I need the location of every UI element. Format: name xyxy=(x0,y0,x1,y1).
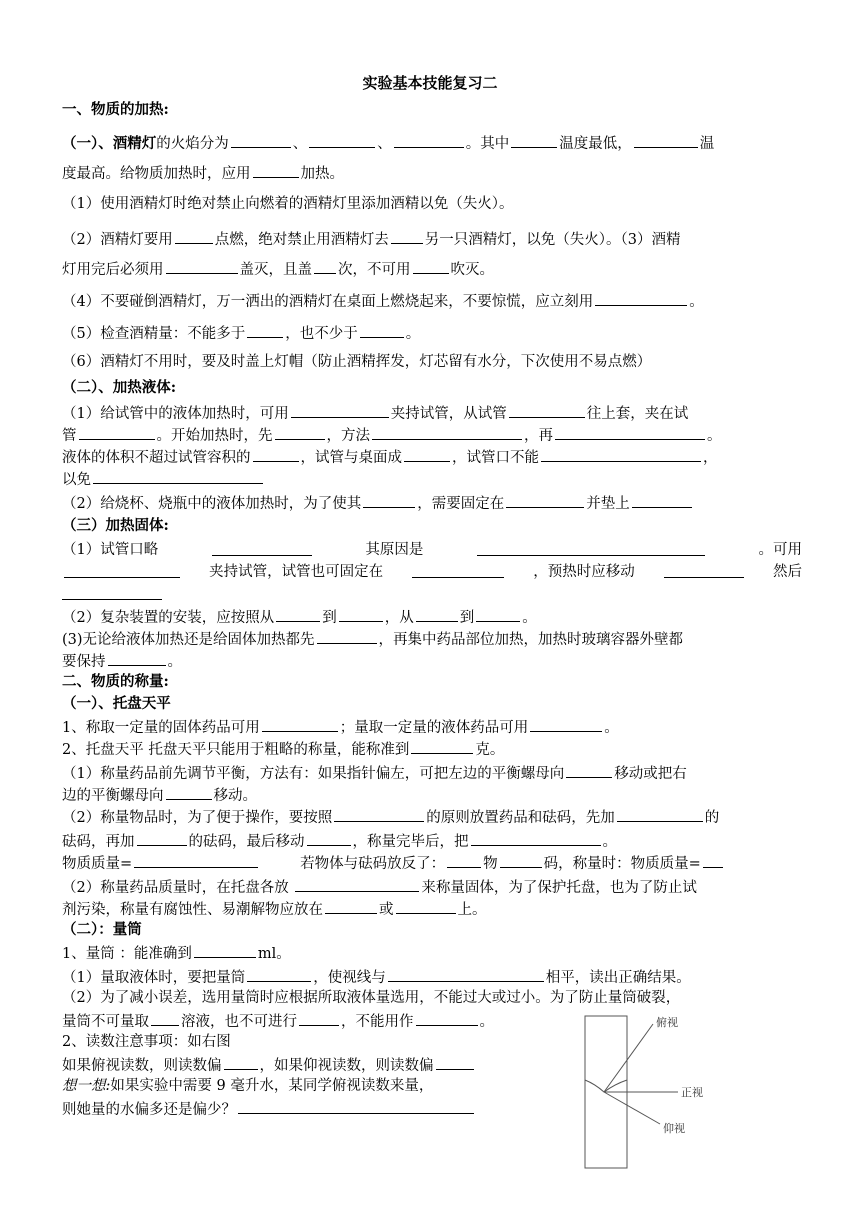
solid-line-4 xyxy=(62,606,802,628)
solid-line-1 xyxy=(62,540,802,560)
page-title: 实验基本技能复习二 xyxy=(362,74,498,92)
text: 剂污染，称量有腐蚀性、易潮解物应放在 xyxy=(62,902,323,918)
cylinder-reading-figure xyxy=(560,1012,710,1172)
liquid-line-5 xyxy=(62,492,802,514)
blank[interactable] xyxy=(509,402,585,418)
text: ，再集中药品部位加热，加热时玻璃容器外壁都 xyxy=(378,632,684,648)
text: 如果俯视读数，则读数偏 xyxy=(62,1058,222,1074)
text: ，不能用作 xyxy=(341,1014,414,1030)
blank[interactable] xyxy=(471,830,601,846)
text: 物质质量= xyxy=(62,856,133,872)
blank[interactable] xyxy=(93,468,263,484)
blank[interactable] xyxy=(299,1010,339,1026)
blank[interactable] xyxy=(166,258,238,274)
section-heading-weighing: 二、物质的称量: xyxy=(62,673,169,690)
blank[interactable] xyxy=(62,584,162,600)
blank[interactable] xyxy=(477,540,705,556)
liquid-line-2 xyxy=(62,424,802,446)
blank[interactable] xyxy=(416,606,458,622)
blank[interactable] xyxy=(541,446,701,462)
text: 要保持 xyxy=(62,654,106,670)
text: 到 xyxy=(322,610,337,626)
liquid-line-3 xyxy=(62,446,802,468)
blank[interactable] xyxy=(703,852,723,868)
text: ，使视线与 xyxy=(313,970,386,986)
blank[interactable] xyxy=(64,562,180,578)
balance-line-7 xyxy=(62,852,802,874)
text: 吹灭。 xyxy=(450,262,494,278)
blank[interactable] xyxy=(394,132,464,148)
text: （2）称量药品质量时，在托盘各放 xyxy=(62,880,289,896)
blank[interactable] xyxy=(238,1098,474,1114)
blank[interactable] xyxy=(309,132,375,148)
blank[interactable] xyxy=(555,424,705,440)
text: （1）给试管中的液体加热时，可用 xyxy=(62,406,289,422)
text: 1、量筒 ：能准确到 xyxy=(62,946,192,962)
blank[interactable] xyxy=(416,1010,478,1026)
balance-line-8 xyxy=(62,876,802,898)
blank[interactable] xyxy=(247,322,283,338)
balance-line-1 xyxy=(62,716,802,738)
blank[interactable] xyxy=(108,650,166,666)
text: （4）不要碰倒酒精灯，万一洒出的酒精灯在桌面上燃烧起来，不要惊慌，应立刻用 xyxy=(62,294,594,310)
blank[interactable] xyxy=(291,402,389,418)
blank[interactable] xyxy=(339,606,383,622)
subheading-heat-solid: （三）加热固体: xyxy=(62,517,169,534)
blank[interactable] xyxy=(566,762,612,778)
solid-line-5 xyxy=(62,628,802,650)
text: 。开始加热时，先 xyxy=(156,428,273,444)
blank[interactable] xyxy=(175,228,213,244)
blank[interactable] xyxy=(325,898,377,914)
blank[interactable] xyxy=(388,966,544,982)
text: 夹持试管，试管也可固定在 xyxy=(209,564,384,580)
text: 以免 xyxy=(62,472,91,488)
text: 。 xyxy=(522,610,537,626)
text: ，试管与桌面成 xyxy=(300,450,402,466)
text: 度最高。给物质加热时，应用 xyxy=(62,166,251,182)
text: 则她量的水偏多还是偏少？ xyxy=(62,1102,236,1118)
liquid-line-1 xyxy=(62,402,802,424)
blank[interactable] xyxy=(314,258,336,274)
blank[interactable] xyxy=(447,852,481,868)
item-5 xyxy=(62,322,802,344)
blank[interactable] xyxy=(634,132,698,148)
label-look-up: 仰视 xyxy=(663,1122,685,1135)
blank[interactable] xyxy=(617,806,703,822)
text: 温度最低， xyxy=(559,136,632,152)
text: 1、称取一定量的固体药品可用 xyxy=(62,720,260,736)
blank[interactable] xyxy=(134,852,258,868)
text: 如果实验中需要 9 毫升水，某同学俯视读数来量， xyxy=(110,1078,434,1094)
text: 砝码，再加 xyxy=(62,834,135,850)
item-6: （6）酒精灯不用时，要及时盖上灯帽（防止酒精挥发，灯芯留有水分，下次使用不易点燃） xyxy=(62,354,652,370)
text: （2）酒精灯要用 xyxy=(62,232,173,248)
section-heading-heating: 一、物质的加热: xyxy=(62,101,169,118)
blank[interactable] xyxy=(413,258,449,274)
blank[interactable] xyxy=(276,606,320,622)
think-label: 想一想: xyxy=(62,1078,111,1094)
blank[interactable] xyxy=(372,424,522,440)
text: 若物体与砝码放反了： xyxy=(300,856,446,872)
text: ， xyxy=(703,450,718,466)
cylinder-line-1 xyxy=(62,942,802,964)
balance-line-9 xyxy=(62,898,802,920)
text: 边的平衡螺母向 xyxy=(62,788,164,804)
subheading-balance: （一）、托盘天平 xyxy=(62,695,171,712)
text: 的 xyxy=(704,810,720,826)
text: 灯用完后必须用 xyxy=(62,262,164,278)
text: ，预热时应移动 xyxy=(533,564,635,580)
text: 。其中 xyxy=(465,136,510,152)
text: 盖灭，且盖 xyxy=(239,262,312,278)
text: 另一只酒精灯，以免（失火）。（3）酒精 xyxy=(424,232,681,248)
sight-line-bottom xyxy=(604,1092,660,1124)
balance-line-6 xyxy=(62,830,802,852)
blank[interactable] xyxy=(247,966,311,982)
text: （1）试管口略 xyxy=(62,542,159,558)
cylinder-line-3: （2）为了减小误差，选用量筒时应根据所取液体量选用，不能过大或过小。为了防止量筒破裂， xyxy=(62,990,681,1006)
text: 移动。 xyxy=(213,788,257,804)
text: 。 xyxy=(479,1014,494,1030)
text: 。 xyxy=(707,428,722,444)
text: 液体的体积不超过试管容积的 xyxy=(62,450,251,466)
blank[interactable] xyxy=(404,446,450,462)
blank[interactable] xyxy=(476,606,520,622)
blank[interactable] xyxy=(360,322,404,338)
text: 往上套，夹在试 xyxy=(586,406,689,422)
text: 次，不可用 xyxy=(338,262,411,278)
text: 克。 xyxy=(475,742,505,758)
text: （2）称量物品时，为了便于操作，要按照 xyxy=(62,810,333,826)
text: ，从 xyxy=(384,610,414,626)
text: 的砝码，最后移动 xyxy=(188,834,305,850)
balance-line-4 xyxy=(62,784,802,806)
blank[interactable] xyxy=(231,132,291,148)
cylinder-line-2 xyxy=(62,966,802,988)
text: 然后 xyxy=(772,564,802,580)
text: (3)无论给液体加热还是给固体加热都先 xyxy=(62,632,315,648)
text: ，也不少于 xyxy=(285,326,358,342)
text: ，称量完毕后，把 xyxy=(352,834,469,850)
balance-line-2 xyxy=(62,738,802,760)
blank[interactable] xyxy=(166,784,212,800)
blank[interactable] xyxy=(500,852,542,868)
text: 点燃，绝对禁止用酒精灯去 xyxy=(214,232,389,248)
text: 的原则放置药品和砝码，先加 xyxy=(426,810,615,826)
text: 量筒不可量取 xyxy=(62,1014,149,1030)
text: ，需要固定在 xyxy=(417,496,505,512)
label-look-down: 俯视 xyxy=(656,1016,678,1029)
blank[interactable] xyxy=(307,830,351,846)
text: 。 xyxy=(405,326,421,342)
text: 相平，读出正确结果。 xyxy=(545,970,691,986)
text: ml。 xyxy=(257,946,291,962)
text: 来称量固体，为了保护托盘，也为了防止试 xyxy=(421,880,697,896)
text: （1）称量药品前先调节平衡，方法有：如果指针偏左，可把左边的平衡螺母向 xyxy=(62,766,565,782)
blank[interactable] xyxy=(506,492,584,508)
item-2-cont xyxy=(62,258,802,280)
liquid-line-4 xyxy=(62,468,802,490)
blank[interactable] xyxy=(194,942,256,958)
balance-line-5 xyxy=(62,806,802,828)
text: 。 xyxy=(167,654,182,670)
solid-line-6 xyxy=(62,650,802,672)
text: ，方法 xyxy=(326,428,370,444)
blank[interactable] xyxy=(391,228,423,244)
text: 加热。 xyxy=(300,166,344,182)
text: 上。 xyxy=(457,902,487,918)
text: （5）检查酒精量：不能多于 xyxy=(62,326,246,342)
text: ，如果仰视读数，则读数偏 xyxy=(259,1058,434,1074)
text: 管 xyxy=(62,428,77,444)
blank[interactable] xyxy=(632,492,692,508)
meniscus xyxy=(585,1080,627,1092)
cylinder-line-5: 2、读数注意事项：如右图 xyxy=(62,1034,231,1050)
blank[interactable] xyxy=(79,424,155,440)
blank[interactable] xyxy=(295,876,419,892)
solid-line-2 xyxy=(62,562,802,582)
text: 。 xyxy=(602,834,617,850)
text: 到 xyxy=(459,610,475,626)
text: ；量取一定量的液体药品可用 xyxy=(339,720,529,736)
text: 温 xyxy=(699,136,715,152)
blank[interactable] xyxy=(151,1010,179,1026)
item-4: （4）不要碰倒酒精灯，万一洒出的酒精灯在桌面上燃烧起来，不要惊慌，应立刻用 。 xyxy=(62,290,802,312)
balance-line-3 xyxy=(62,762,802,784)
text: 2、托盘天平 托盘天平只能用于粗略的称量，能称准到 xyxy=(62,742,410,758)
text: 其原因是 xyxy=(365,542,424,558)
text: （2）给烧杯、烧瓶中的液体加热时，为了使其 xyxy=(62,496,362,512)
solid-line-3 xyxy=(62,584,802,606)
text: 溶液，也不可进行 xyxy=(181,1014,297,1030)
text: 码，称量时：物质质量= xyxy=(543,856,701,872)
alcohol-lamp-line-1: （一）、酒精灯的火焰分为 、 、 。其中 温度最低， 温 xyxy=(62,132,802,154)
text: 或 xyxy=(379,902,394,918)
blank[interactable] xyxy=(137,830,187,846)
text: ，再 xyxy=(524,428,553,444)
item-1: （1）使用酒精灯时绝对禁止向燃着的酒精灯里添加酒精以免（失火）。 xyxy=(62,196,514,212)
subheading-heat-liquid: （二）、加热液体: xyxy=(62,379,177,396)
text: 。 xyxy=(604,720,619,736)
subheading-alcohol-lamp: （一）、酒精灯 xyxy=(62,135,157,152)
text: ，试管口不能 xyxy=(452,450,539,466)
blank[interactable] xyxy=(334,806,424,822)
blank[interactable] xyxy=(436,1054,474,1070)
blank[interactable] xyxy=(530,716,602,732)
text: 移动或把右 xyxy=(614,766,687,782)
blank[interactable] xyxy=(224,1054,258,1070)
text: 物 xyxy=(483,856,498,872)
text: （1）量取液体时，要把量筒 xyxy=(62,970,246,986)
text: 夹持试管，从试管 xyxy=(390,406,507,422)
blank[interactable] xyxy=(262,716,338,732)
blank[interactable] xyxy=(411,738,473,754)
label-look-level: 正视 xyxy=(681,1086,703,1099)
blank[interactable] xyxy=(412,562,504,578)
blank[interactable] xyxy=(253,446,299,462)
blank[interactable] xyxy=(396,898,456,914)
sight-line-top xyxy=(604,1024,653,1092)
text: 。可用 xyxy=(758,542,802,558)
blank[interactable] xyxy=(212,540,312,556)
text: 的火焰分为 xyxy=(156,136,229,152)
subheading-cylinder: （二）：量筒 xyxy=(62,921,142,938)
text: （2）复杂装置的安装，应按照从 xyxy=(62,610,275,626)
blank[interactable] xyxy=(664,562,744,578)
alcohol-lamp-line-2 xyxy=(62,162,802,184)
blank[interactable] xyxy=(253,162,299,178)
item-2 xyxy=(62,228,802,250)
blank[interactable] xyxy=(595,290,687,306)
blank[interactable] xyxy=(511,132,557,148)
text: 并垫上 xyxy=(586,496,630,512)
blank[interactable] xyxy=(363,492,415,508)
blank[interactable] xyxy=(275,424,325,440)
blank[interactable] xyxy=(317,628,377,644)
